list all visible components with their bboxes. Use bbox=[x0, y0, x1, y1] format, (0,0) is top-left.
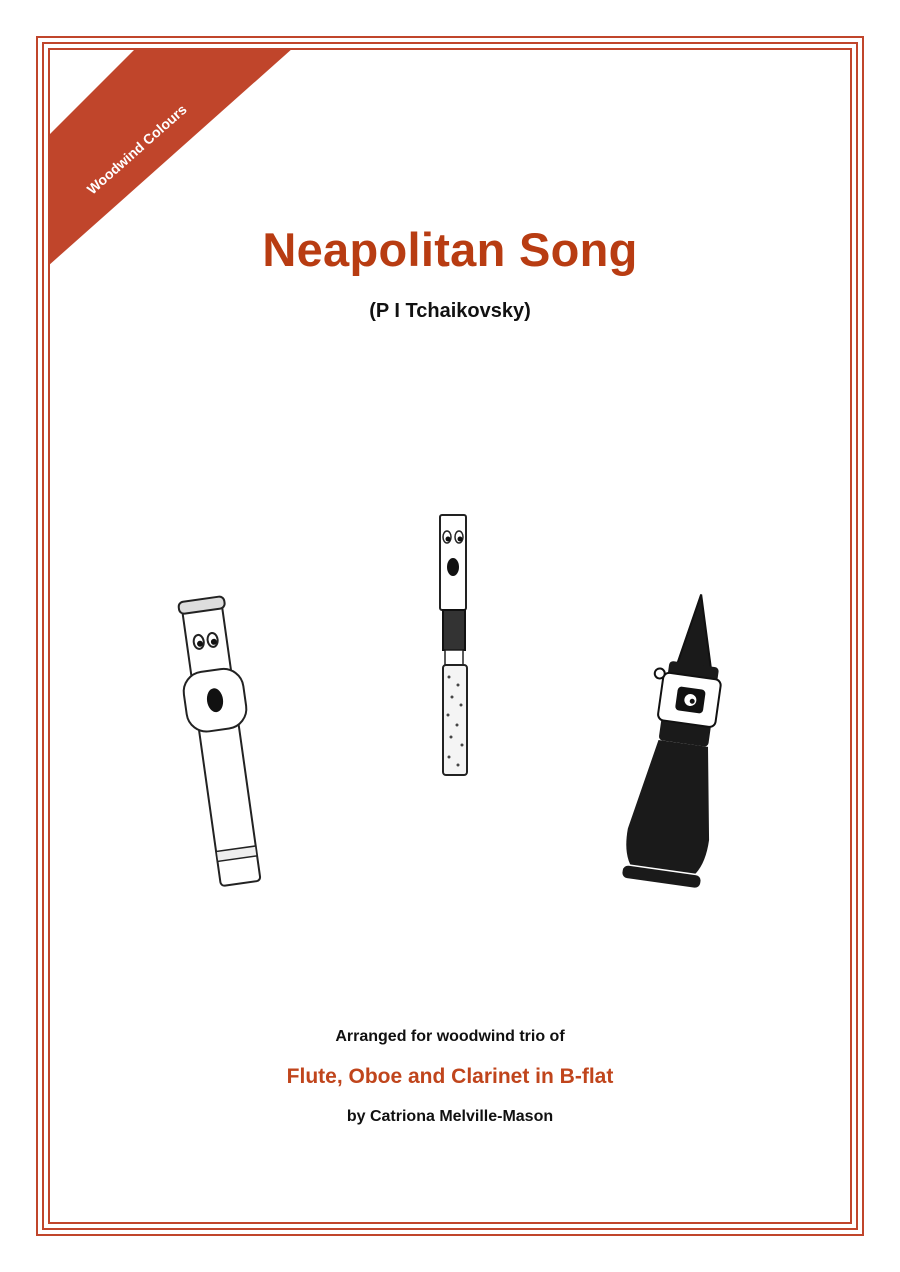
composer-credit: (P I Tchaikovsky) bbox=[369, 300, 531, 322]
author-line: by Catriona Melville-Mason bbox=[346, 1108, 554, 1125]
banner-label: Woodwind Colours bbox=[83, 101, 190, 198]
page-title: Neapolitan Song bbox=[262, 223, 638, 276]
flute-illustration bbox=[130, 590, 310, 910]
clarinet-illustration bbox=[610, 585, 750, 905]
arranged-line: Arranged for woodwind trio of bbox=[335, 1028, 565, 1045]
instruments-line: Flute, Oboe and Clarinet in B-flat bbox=[286, 1065, 614, 1088]
oboe-illustration bbox=[410, 505, 490, 785]
